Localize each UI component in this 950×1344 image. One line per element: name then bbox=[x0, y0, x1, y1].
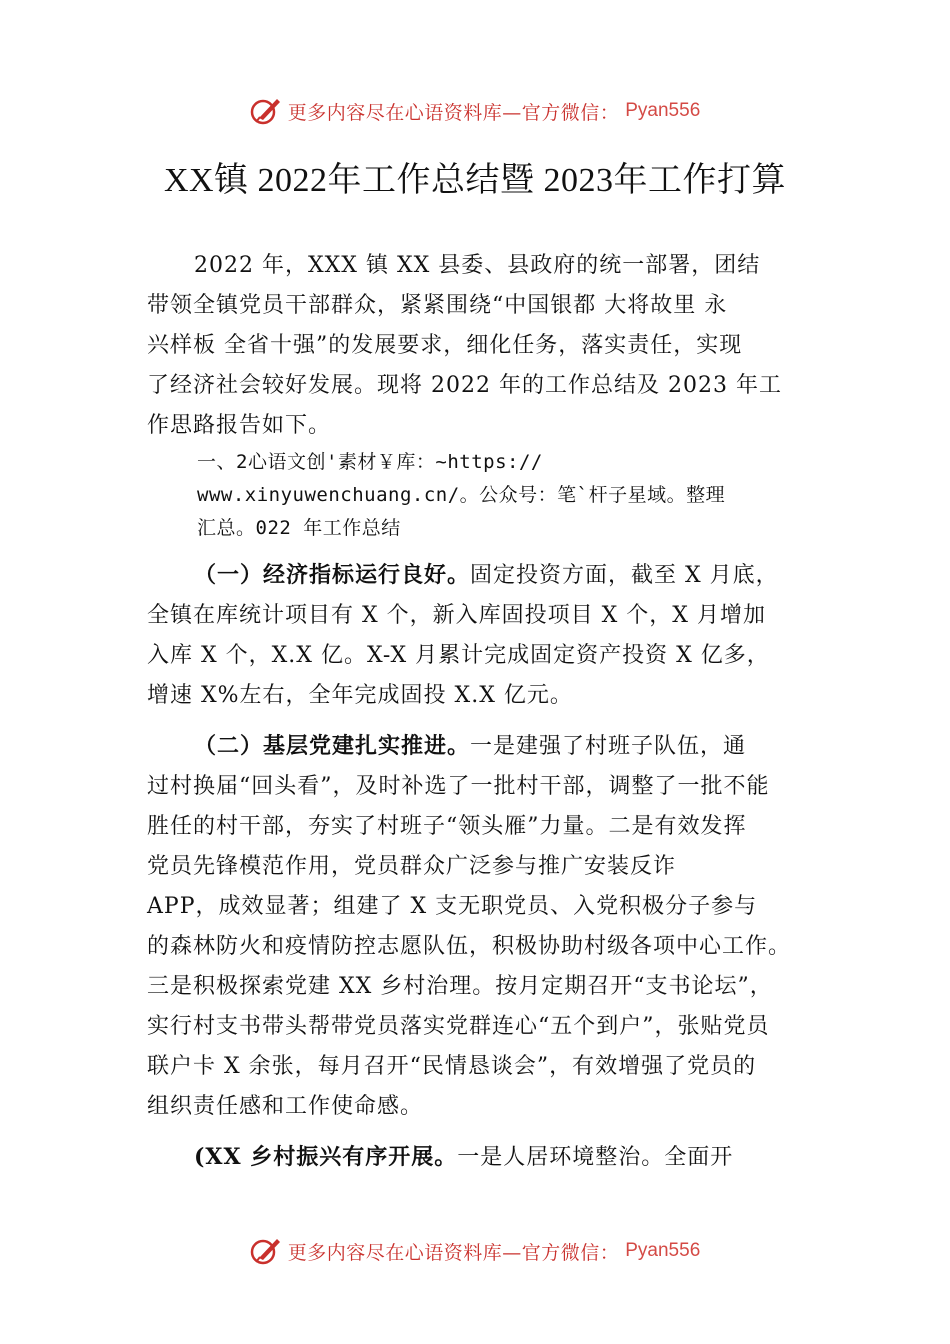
quill-pen-icon bbox=[250, 96, 282, 126]
footer-watermark-banner bbox=[0, 1236, 950, 1266]
section-line: 过村换届“回头看”，及时补选了一批村干部，调整了一批不能 bbox=[147, 774, 770, 799]
section-line: 胜任的村干部，夯实了村班子“领头雁”力量。二是有效发挥 bbox=[147, 814, 747, 839]
intro-line: 带领全镇党员干部群众，紧紧围绕“中国银都 大将故里 永 bbox=[147, 293, 728, 318]
banner-brand: Pyan556 bbox=[625, 1240, 701, 1261]
section-line: 联户卡 X 余张，每月召开“民情恳谈会”，有效增强了党员的 bbox=[147, 1054, 757, 1079]
document-body bbox=[147, 246, 837, 1178]
section-first-line bbox=[147, 726, 837, 767]
header-watermark-banner bbox=[0, 96, 950, 126]
banner-brand: Pyan556 bbox=[625, 100, 701, 121]
section-line: 实行村支书带头帮带党员落实党群连心“五个到户”，张贴党员 bbox=[147, 1014, 770, 1039]
section-line: APP，成效显著；组建了 X 支无职党员、入党积极分子参与 bbox=[147, 894, 758, 919]
section-rural-revitalization bbox=[147, 1137, 837, 1178]
section-line: 党员先锋模范作用，党员群众广泛参与推广安装反诈 bbox=[147, 854, 677, 879]
intro-line: 兴样板 全省十强”的发展要求，细化任务，落实责任，实现 bbox=[147, 333, 743, 358]
section-text: 一是建强了村班子队伍，通 bbox=[470, 734, 747, 759]
quill-pen-icon bbox=[250, 1236, 282, 1266]
section-line: 的森林防火和疫情防控志愿队伍，积极协助村级各项中心工作。 bbox=[147, 934, 792, 959]
intro-line: 作思路报告如下。 bbox=[147, 413, 332, 438]
banner-text: 更多内容尽在心语资料库—官方微信： bbox=[287, 1241, 620, 1264]
section-line: 增速 X%左右，全年完成固投 X.X 亿元。 bbox=[147, 683, 573, 708]
section-line: 组织责任感和工作使命感。 bbox=[147, 1094, 424, 1119]
section-economy bbox=[147, 555, 837, 716]
document-title: XX镇 2022年工作总结暨 2023年工作打算 bbox=[163, 162, 787, 199]
intro-line: 了经济社会较好发展。现将 2022 年的工作总结及 2023 年工 bbox=[147, 373, 782, 398]
intro-line: 2022 年，XXX 镇 XX 县委、县政府的统一部署，团结 bbox=[194, 253, 761, 278]
section-text: 一是人居环境整治。全面开 bbox=[457, 1145, 734, 1170]
inserted-line: 一、2心语文创'素材￥库：~https:// bbox=[197, 451, 543, 473]
section-first-line bbox=[147, 1137, 837, 1178]
banner-text: 更多内容尽在心语资料库—官方微信： bbox=[287, 101, 620, 124]
section-heading: （二）基层党建扎实推进。 bbox=[194, 733, 471, 759]
section-party-building bbox=[147, 726, 837, 1127]
section-first-line bbox=[147, 555, 837, 596]
section-heading: (XX 乡村振兴有序开展。 bbox=[194, 1144, 458, 1170]
section-line: 三是积极探索党建 XX 乡村治理。按月定期召开“支书论坛”， bbox=[147, 974, 773, 999]
section-heading: （一）经济指标运行良好。 bbox=[194, 562, 471, 588]
section-line: 全镇在库统计项目有 X 个，新入库固投项目 X 个，X 月增加 bbox=[147, 603, 766, 628]
inserted-line: 汇总。022 年工作总结 bbox=[197, 517, 401, 539]
section-text: 固定投资方面，截至 X 月底， bbox=[470, 563, 779, 588]
section-line: 入库 X 个，X.X 亿。X-X 月累计完成固定资产投资 X 亿多， bbox=[147, 643, 770, 668]
inserted-line: www.xinyuwenchuang.cn/。公众号：笔`杆子星域。整理 bbox=[197, 484, 726, 506]
